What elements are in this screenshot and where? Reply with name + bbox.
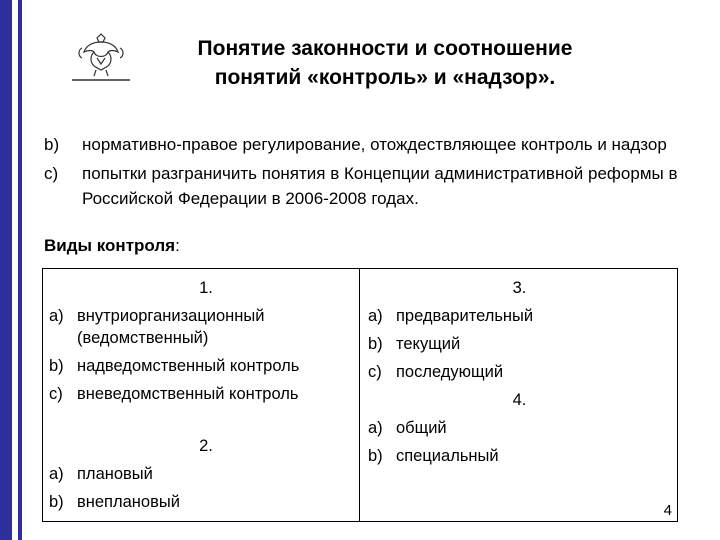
option-text: вневедомственный контроль xyxy=(77,385,299,403)
control-types-table xyxy=(42,268,678,522)
table-option xyxy=(368,305,671,327)
page-number: 4 xyxy=(663,502,672,519)
option-text: текущий xyxy=(396,335,461,353)
group-number: 1. xyxy=(199,279,213,297)
option-marker: b) xyxy=(49,357,64,375)
side-accent-line xyxy=(18,0,22,540)
option-text: внутриорганизационный (ведомственный) xyxy=(77,307,265,347)
table-option xyxy=(368,361,671,383)
group-number: 2. xyxy=(199,437,213,455)
side-accent-bar xyxy=(0,0,12,540)
list-item-text: нормативно-правое регулирование, отождествляющее контроль и надзор xyxy=(82,135,667,154)
option-text: внеплановый xyxy=(77,493,180,511)
table-option xyxy=(49,491,353,513)
table-option xyxy=(49,463,353,485)
table-option xyxy=(49,355,353,377)
list-item-text: попытки разграничить понятия в Концепции административной реформы в Российской Федерации в 2006-2008 годах. xyxy=(82,164,678,208)
option-text: специальный xyxy=(396,447,499,465)
table-option xyxy=(368,333,671,355)
table-option xyxy=(368,417,671,439)
intro-list xyxy=(44,132,684,215)
option-marker: b) xyxy=(368,335,383,353)
group-number: 4. xyxy=(512,391,527,409)
option-marker: a) xyxy=(368,307,383,325)
option-marker: a) xyxy=(49,307,64,325)
option-text: плановый xyxy=(77,465,153,483)
list-item xyxy=(44,132,684,157)
list-marker: c) xyxy=(44,164,59,183)
option-marker: b) xyxy=(368,447,383,465)
option-marker: a) xyxy=(368,419,383,437)
option-marker: c) xyxy=(49,385,63,403)
coat-of-arms-emblem-icon xyxy=(72,28,130,82)
option-marker: a) xyxy=(49,465,64,483)
option-marker: b) xyxy=(49,493,64,511)
table-column-left xyxy=(43,269,360,521)
slide-title-line-1: Понятие законности и соотношение xyxy=(197,37,573,60)
list-marker: b) xyxy=(44,135,60,154)
slide-title-line-2: понятий «контроль» и «надзор». xyxy=(214,66,556,89)
group-number: 3. xyxy=(512,279,527,297)
list-item xyxy=(44,161,684,211)
heading-suffix: : xyxy=(175,236,180,255)
option-text: общий xyxy=(396,419,447,437)
option-text: надведомственный контроль xyxy=(77,357,300,375)
option-marker: c) xyxy=(368,363,382,381)
table-column-right xyxy=(360,269,677,521)
table-option xyxy=(368,445,671,467)
slide-title xyxy=(140,34,630,92)
table-option xyxy=(49,383,353,405)
option-text: предварительный xyxy=(396,307,534,325)
control-types-heading xyxy=(44,236,180,256)
option-text: последующий xyxy=(396,363,504,381)
heading-bold-text: Виды контроля xyxy=(44,236,176,255)
table-option xyxy=(49,305,353,349)
